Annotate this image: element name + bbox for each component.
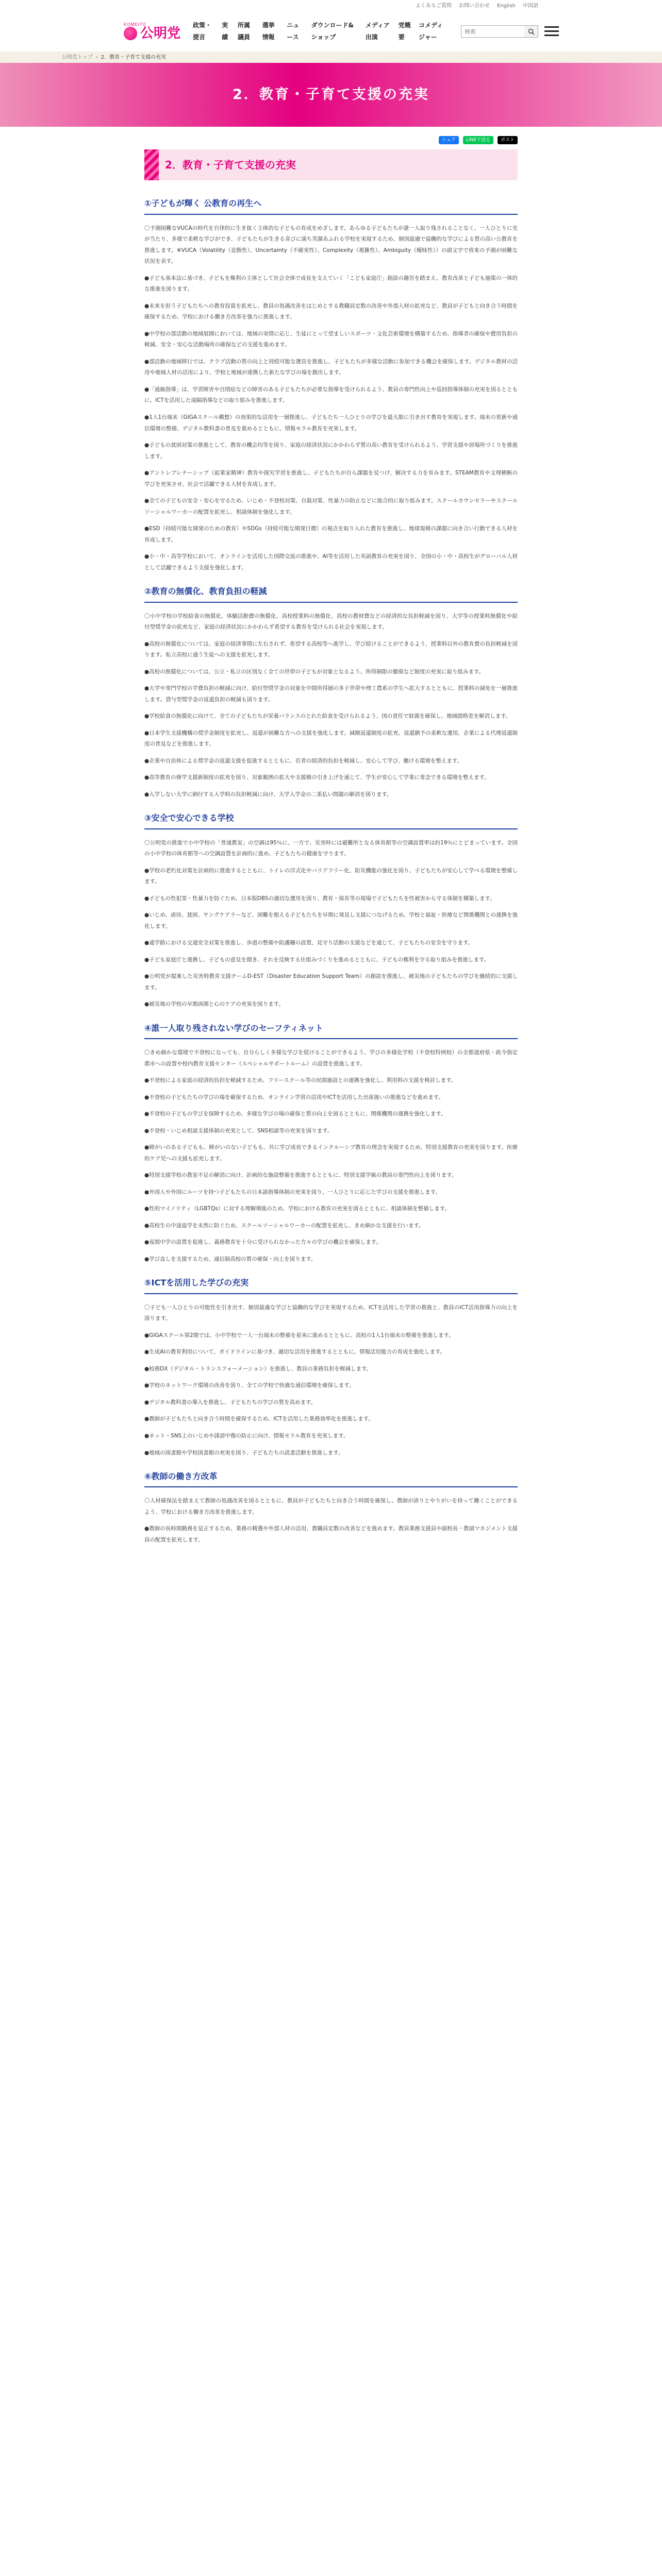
- policy-section: [144, 1275, 518, 1459]
- section-paragraph: 〇公明党の推進で小中学校の「普通教室」の空調は95％に、一方で、災害時には避難所となる体育館等の空調設置率は約19％にとどまっています。全国の小中学校の体育館等への空調設置を計画的に進め、子どもたちの健康を守ります。: [144, 839, 518, 857]
- section-paragraph: ●教師の長時間勤務を是正するため、業務の精選や外部人材の活用、教職員定数の改善などを進めます。教員業務支援員や副校長・教頭マネジメント支援員の配置を拡充します。: [144, 1526, 518, 1543]
- nav-item-comedy[interactable]: コメディジャー: [418, 22, 443, 41]
- section-paragraph: ●アントレプレナーシップ（起業家精神）教育や探究学習を推進し、子どもたちが自ら課題を見つけ、解決する力を育みます。STEAM教育や文理横断の学びを充実させ、社会で活躍できる人材を育成します。: [144, 470, 518, 487]
- section-paragraph: ●学校の老朽化対策を計画的に推進するとともに、トイレの洋式化やバリアフリー化、防災機能の強化を図り、子どもたちが安心して学べる環境を整備します。: [144, 867, 518, 885]
- section-paragraph: ●入学しない大学に納付する入学料の負担軽減に向け、大学入学金の二重払い問題の解消を図ります。: [144, 791, 392, 798]
- section-paragraph: ●教師が子どもたちと向き合う時間を確保するため、ICTを活用した業務効率化を推進します。: [144, 1416, 374, 1422]
- policy-sections: [144, 196, 518, 1546]
- nav-item-members[interactable]: 所属議員: [237, 22, 250, 41]
- search-icon: [528, 28, 535, 35]
- section-paragraph: ●子どもの性犯罪・性暴力を防ぐため、日本版DBSの適切な運用を図り、教育・保育等の現場で子どもたちを性被害から守る体制を構築します。: [144, 895, 495, 902]
- section-heading: ⑥教師の働き方改革: [144, 1469, 518, 1487]
- section-paragraph: ●夜間中学の設置を促進し、義務教育を十分に受けられなかった方々の学びの機会を確保します。: [144, 1239, 382, 1246]
- nav-item-download-shop[interactable]: ダウンロード&ショップ: [311, 22, 354, 41]
- section-paragraph: ●地域の図書館や学校図書館の充実を図り、子どもたちの読書活動を推進します。: [144, 1449, 344, 1456]
- breadcrumb-home[interactable]: 公明党トップ: [62, 54, 93, 60]
- policy-section: [144, 1469, 518, 1546]
- section-paragraph: ●不登校の子どもの学びを保障するため、多様な学びの場の確保と質の向上を図るとともに、関係機関の連携を強化します。: [144, 1111, 446, 1117]
- section-paragraph: ●公明党が提案した災害時教育支援チームD-EST（Disaster Education Support Team）の創設を推進し、被災地の子どもたちの学びを継続的に支援します。: [144, 973, 518, 991]
- page-title: 2．教育・子育て支援の充実: [144, 149, 518, 180]
- breadcrumb: [0, 52, 662, 63]
- breadcrumb-current: 2．教育・子育て支援の充実: [101, 54, 167, 60]
- share-buttons: [144, 136, 518, 144]
- section-paragraph: ●子ども基本法に基づき、子どもを権利の主体として社会全体で成長を支えていく「こども家庭庁」創設の趣旨を踏まえ、教育改革と子ども施策の一体的な推進を図ります。: [144, 275, 518, 293]
- section-paragraph: ●不登校・いじめ相談支援体制の充実として、SNS相談等の充実を図ります。: [144, 1127, 333, 1134]
- section-paragraph: ●生成AIの教育利用について、ガイドラインに基づき、適切な活用を推進するとともに、情報活用能力の育成を強化します。: [144, 1349, 446, 1355]
- section-paragraph: ●校務DX（デジタル・トランスフォーメーション）を推進し、教員の業務負担を軽減します。: [144, 1365, 372, 1372]
- section-paragraph: ●子ども家庭庁と連携し、子どもの意見を聞き、それを反映する仕組みづくりを進めるとともに、子どもの権利を守る取り組みを推進します。: [144, 956, 490, 963]
- breadcrumb-separator-icon: ›: [95, 54, 98, 60]
- section-paragraph: ●外国人や外国にルーツを持つ子どもたちの日本語指導体制の充実を図り、一人ひとりに応じた学びの支援を推進します。: [144, 1189, 441, 1195]
- logo-mark-icon: [124, 27, 137, 40]
- section-paragraph: ●小・中・高等学校において、オンラインを活用した国際交流の推進や、AI等を活用した英語教育の充実を図り、全国の小・中・高校生がグローバル人材として活躍できるよう支援を強化します。: [144, 553, 518, 571]
- page-footer-spacer: [0, 1556, 662, 1566]
- section-paragraph: ●「通級指導」は、学習障害や自閉症などの障害のある子どもたちが必要な指導を受けられるよう、教員の専門性向上や巡回指導体制の充実を図るとともに、ICTを活用した遠隔指導などの取り組みを推進します。: [144, 386, 518, 404]
- nav-item-media[interactable]: メディア出演: [365, 22, 390, 41]
- search-box: [461, 25, 538, 38]
- chinese-link[interactable]: 中国語: [523, 3, 538, 9]
- section-paragraph: ●通学路における交通安全対策を推進し、歩道の整備や防護柵の設置、見守り活動の支援などを通じて、子どもたちの安全を守ります。: [144, 940, 474, 946]
- section-paragraph: ●障がいのある子どもも、障がいのない子どもも、共に学び成長できるインクルーシブ教育の理念を実現するため、特別支援教育の充実を図ります。医療的ケア児への支援も拡充します。: [144, 1144, 518, 1162]
- section-paragraph: ●1人1台端末（GIGAスクール構想）の効果的な活用を一層推進し、子どもたち一人ひとりの学びを最大限に引き出す教育を実現します。端末の更新や通信環境の整備、デジタル教科書の普及を進めるとともに、情報モラル教育を充実します。: [144, 414, 518, 432]
- section-paragraph: 〇小中学校の学校給食の無償化、体験活動費の無償化、高校授業料の無償化、高校の教材費などの経済的な負担軽減を図り、大学等の授業料無償化や給付型奨学金の拡充など、家庭の経済状況にかかわらず希望する教育を受けられる社会を実現します。: [144, 613, 518, 631]
- section-paragraph: ●子どもの貧困対策の推進として、教育の機会均等を図り、家庭の経済状況にかかわらず質の高い教育を受けられるよう、学習支援や居場所づくりを推進します。: [144, 442, 518, 460]
- faq-link[interactable]: よくあるご質問: [415, 3, 452, 9]
- section-heading: ④誰一人取り残されない学びのセーフティネット: [144, 1021, 518, 1039]
- section-paragraph: ●日本学生支援機構の奨学金制度を拡充し、返還が困難な方への支援を強化します。減額返還制度の拡充、返還猶予の柔軟な運用、企業による代理返還制度の普及などを推進します。: [144, 730, 518, 748]
- utility-bar: [0, 0, 662, 11]
- search-input[interactable]: [461, 28, 524, 35]
- policy-section: [144, 810, 518, 1010]
- section-paragraph: ●学校給食の無償化に向けて、全ての子どもたちが栄養バランスのとれた給食を受けられるよう、国の責任で財源を確保し、地域間格差を解消します。: [144, 713, 511, 720]
- section-paragraph: ●いじめ、虐待、貧困、ヤングケアラーなど、困難を抱える子どもたちを早期に発見し支援につなげるため、学校と福祉・医療など関係機関との連携を強化します。: [144, 912, 518, 929]
- section-paragraph: ●企業や自治体による奨学金の返還支援を促進するとともに、若者の経済的負担を軽減し、安心して学び、働ける環境を整えます。: [144, 757, 462, 764]
- section-paragraph: ●学び直しを支援するため、通信制高校の質の確保・向上を図ります。: [144, 1256, 317, 1262]
- nav-item-news[interactable]: ニュース: [287, 22, 300, 41]
- policy-section: [144, 584, 518, 800]
- section-paragraph: ●高校の無償化については、家庭の経済事情に左右されず、希望する高校等へ進学し、学び続けることができるよう、授業料以外の教育費の負担軽減を図ります。私立高校に通う生徒への支援を拡充します。: [144, 640, 518, 658]
- site-header: [0, 11, 662, 52]
- section-paragraph: ●高校の無償化については、公立・私立の区別なく全ての世帯の子どもが対象となるよう、所得制限の撤廃など制度の充実に取り組みます。: [144, 668, 485, 675]
- section-paragraph: 〇人材確保法を踏まえて教師の処遇改善を図るとともに、教員が子どもたちと向き合う時間を確保し、教師が誇りとやりがいを持って働くことができるよう、学校における働き方改革を推進します。: [144, 1498, 518, 1515]
- logo-main: [124, 27, 180, 40]
- site-logo[interactable]: [124, 23, 180, 40]
- section-paragraph: ●GIGAスクール第2期では、小中学校で一人一台端末の整備を着実に進めるとともに、高校の1人1台端末の整備を推進します。: [144, 1332, 454, 1338]
- section-paragraph: ●未来を担う子どもたちへの教育投資を拡充し、教員の処遇改善をはじめとする教職員定数の改善や外部人材の拡充など、教員が子どもと向き合う時間を確保するため、学校における働き方改革を強力に推進します。: [144, 302, 518, 320]
- hamburger-menu-icon[interactable]: [544, 24, 559, 38]
- section-paragraph: ●全ての子どもの安全・安心を守るため、いじめ・不登校対策、自殺対策、性暴力の防止などに総合的に取り組みます。スクールカウンセラーやスクールソーシャルワーカーの配置を拡充し、相談体制を強化します。: [144, 498, 518, 515]
- x-post-button[interactable]: ポスト: [498, 136, 518, 144]
- policy-section: [144, 1021, 518, 1265]
- contact-link[interactable]: お問い合わせ: [458, 3, 490, 9]
- main-content: [144, 127, 518, 1546]
- section-paragraph: ●大学や専門学校の学費負担の軽減に向け、給付型奨学金の対象を中間所得層の多子世帯や理工農系の学生へ拡大するとともに、授業料の減免を一層推進します。貸与型奨学金の返還負担の軽減も図ります。: [144, 685, 518, 703]
- section-paragraph: ●ネット・SNS上のいじめや誹謗中傷の防止に向け、情報モラル教育を充実します。: [144, 1432, 349, 1439]
- nav-item-election[interactable]: 選挙情報: [262, 22, 275, 41]
- section-paragraph: ●ESD（持続可能な開発のための教育）やSDGs（持続可能な開発目標）の視点を取り入れた教育を推進し、地球規模の課題に向き合い行動できる人材を育成します。: [144, 526, 518, 543]
- section-heading: ③安全で安心できる学校: [144, 810, 518, 829]
- nav-item-about[interactable]: 党概要: [398, 22, 411, 41]
- section-paragraph: ●高等教育の修学支援新制度の拡充を図り、対象範囲の拡大や支援額の引き上げを通じて、学生が安心して学業に専念できる環境を整えます。: [144, 774, 490, 781]
- section-paragraph: ●被災地の学校の早期再開と心のケアの充実を図ります。: [144, 1001, 284, 1008]
- section-paragraph: ●学校のネットワーク環境の改善を図り、全ての学校で快適な通信環境を確保します。: [144, 1382, 355, 1389]
- section-paragraph: ●部活動の地域移行では、クラブ活動の質の向上と持続可能な運営を推進し、子どもたちが多様な活動に参加できる機会を確保します。デジタル教材の活用や地域人材の活用により、学校と地域が連携した新たな学びの場を創出します。: [144, 358, 518, 376]
- main-nav: [193, 20, 449, 43]
- policy-section: [144, 196, 518, 573]
- nav-item-policy[interactable]: 政策・提言: [193, 22, 212, 41]
- section-paragraph: ●不登校の子どもたちの学びの場を確保するため、オンライン学習の活用やICTを活用した出席扱いの推進などを進めます。: [144, 1094, 444, 1100]
- page-hero: [0, 63, 662, 127]
- logo-text: 公明党: [140, 26, 181, 41]
- section-paragraph: ●特別支援学校の教室不足の解消に向け、計画的な施設整備を推進するとともに、特別支援学級の教員の専門性向上を図ります。: [144, 1172, 457, 1179]
- logo-small-text: KOMEITO: [124, 22, 146, 27]
- nav-item-achievements[interactable]: 実績: [222, 22, 228, 41]
- line-share-button[interactable]: LINEで送る: [463, 136, 493, 144]
- section-heading: ①子どもが輝く 公教育の再生へ: [144, 196, 518, 214]
- english-link[interactable]: English: [496, 3, 516, 9]
- facebook-share-button[interactable]: シェア: [439, 136, 459, 144]
- section-paragraph: ●不登校による家庭の経済的負担を軽減するため、フリースクール等の民間施設との連携を強化し、利用料の支援を検討します。: [144, 1077, 457, 1084]
- section-paragraph: ●性的マイノリティ（LGBTQs）に対する理解増進のため、学校における教育の充実を図るとともに、相談体制を整備します。: [144, 1206, 450, 1212]
- section-paragraph: 〇予測困難なVUCAの時代を自律的に生き抜く主体的な子どもの育成をめざします。あらゆる子どもたちが誰一人取り残されることなく、一人ひとりに光が当たり、多様で柔軟な学びができ、子どもたちが生きる喜びに満ち笑顔あふれる学校を実現するため、個別最適で協働的な学びによる質の高い公教育を推進します。※VUCA（Volatility（変動性）、Uncertainty（不確実性）、Complexity（複雑性）、Ambiguity（曖昧性））の頭文字で将来の予測が困難な状況を表す。: [144, 225, 518, 265]
- section-paragraph: ●中学校の部活動の地域展開においては、地域の実情に応じ、生徒にとって望ましいスポーツ・文化芸術環境を構築するため、指導者の確保や費用負担の軽減、安全・安心な活動場所の確保などの支援を進めます。: [144, 330, 518, 348]
- section-heading: ②教育の無償化、教育負担の軽減: [144, 584, 518, 602]
- search-button[interactable]: [524, 26, 538, 37]
- section-heading: ⑤ICTを活用した学びの充実: [144, 1275, 518, 1294]
- hero-title: 2．教育・子育て支援の充実: [233, 87, 429, 103]
- section-paragraph: 〇きめ細かな環境で不登校になっても、自分らしく多様な学びを続けることができるよう、学びの多様化学校（不登校特例校）の全都道府県・政令指定都市への設置や校内教育支援センター（スペシャルサポートルーム）の設置を推進します。: [144, 1049, 518, 1067]
- section-paragraph: ●高校生の中途退学を未然に防ぐため、スクールソーシャルワーカーの配置を拡充し、きめ細かな支援を行います。: [144, 1222, 424, 1229]
- section-paragraph: 〇子ども一人ひとりの可能性を引き出す、個別最適な学びと協働的な学びを実現するため、ICTを活用した学習の推進と、教員のICT活用指導力の向上を図ります。: [144, 1304, 518, 1322]
- section-paragraph: ●デジタル教科書の導入を推進し、子どもたちの学びの質を高めます。: [144, 1399, 317, 1405]
